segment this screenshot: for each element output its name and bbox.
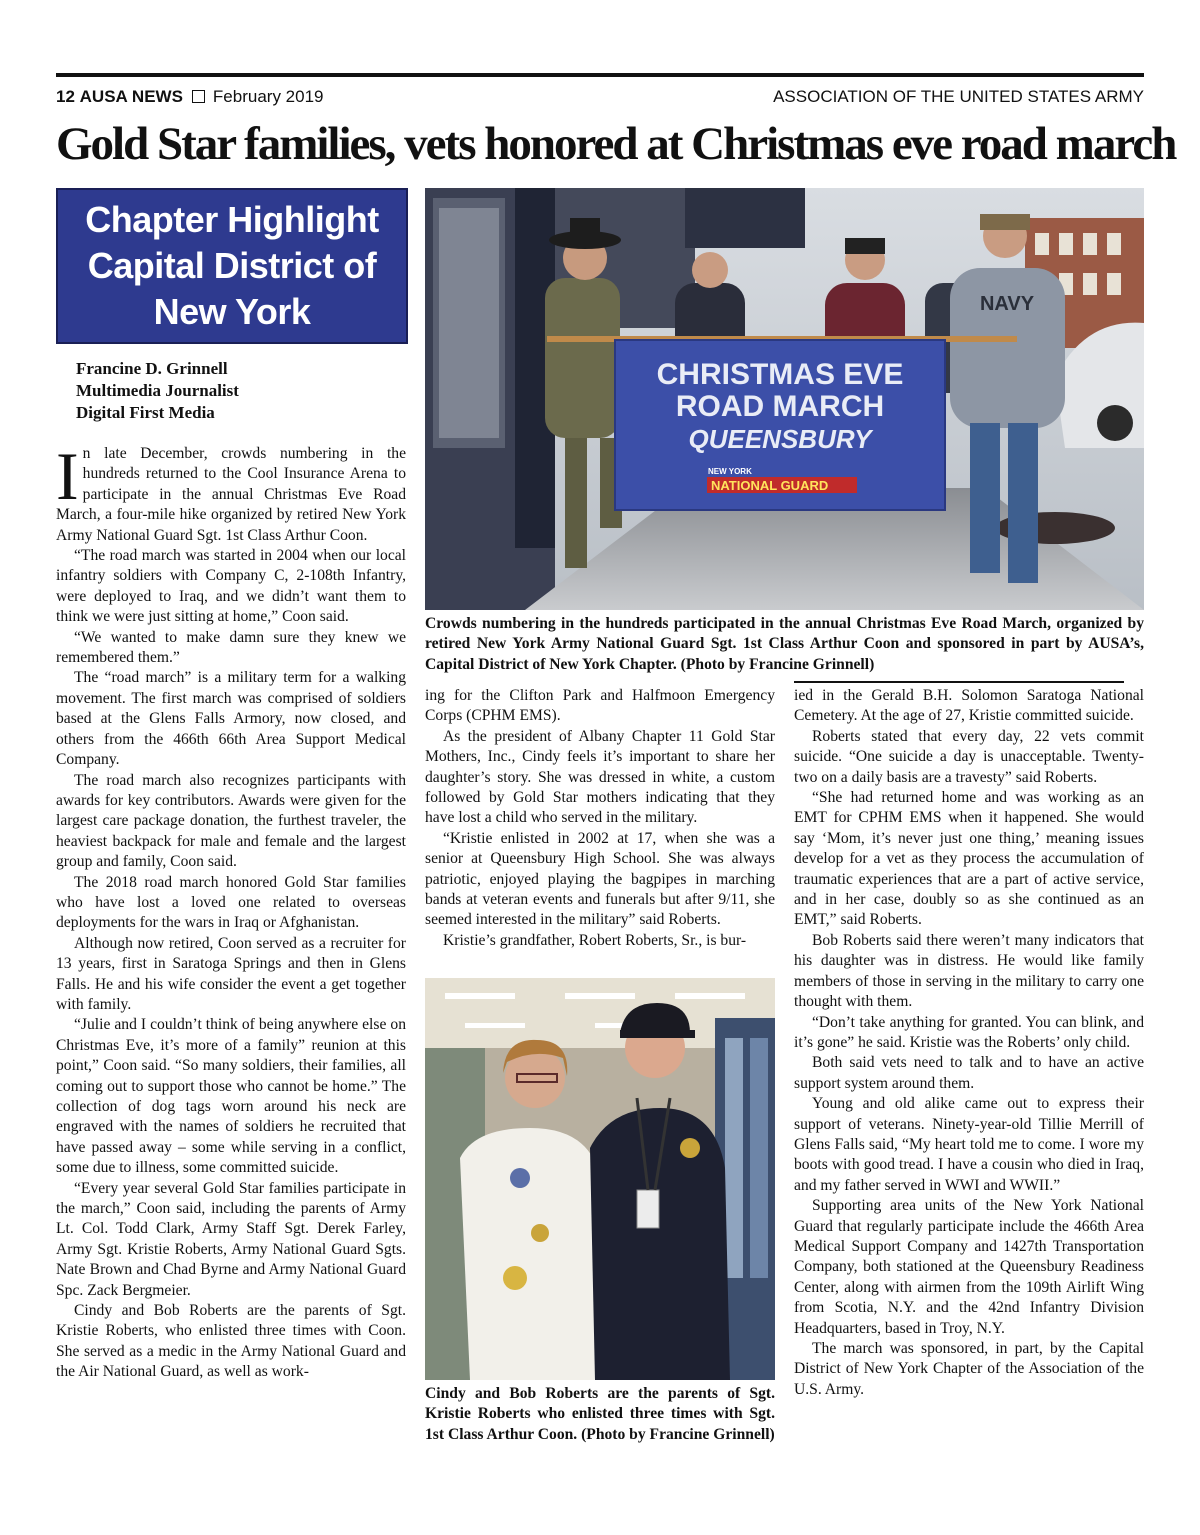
article-paragraph: Supporting area units of the New York National Guard that regularly participate include the 466th Area Medical Support Company and 1427th Transportation Company, both stationed at the Queensbury Readiness Center, along with airmen from the 109th Airlift Wing from Scotia, N.Y. and the 42nd Infantry Division Headquarters, based in Troy, N.Y. [794, 1197, 1144, 1337]
article-column-1 [56, 438, 406, 1383]
article-paragraph: The “road march” is a military term for a walking movement. The first march was comprised of soldiers based at the Glens Falls Armory, now closed, and others from the 466th 66th Area Support Medical Company. [56, 669, 406, 769]
article-paragraph: The road march also recognizes participants with awards for key contributors. Awards were given for the largest care package donation, the furthest traveler, the heaviest backpack for male and female and the largest group and family, Coon said. [56, 771, 406, 871]
article-paragraph: Cindy and Bob Roberts are the parents of Sgt. Kristie Roberts, who enlisted three times with Coon. She served as a medic in the Army National Guard and the Air National Guard, as well as work- [56, 1302, 406, 1381]
roberts-couple-photo [425, 978, 775, 1380]
national-guard-logo: NATIONAL GUARD [711, 478, 829, 493]
article-paragraph [56, 438, 406, 546]
paragraph-text: n late December, crowds numbering in the hundreds returned to the Cool Insurance Arena to participate in the annual Christmas Eve Road March, a four-mile hike organized by retired New York Army National Guard Sgt. 1st Class Arthur Coon. [56, 445, 406, 544]
issue-date: February 2019 [212, 87, 324, 106]
article-paragraph: Young and old alike came out to express their support of veterans. Ninety-year-old Tillie Merrill of Glens Falls said, “My heart told me to come. I wore my boots with good tread. I have a cousin who died in Iraq, and my father served in WWI and WWII.” [794, 1095, 1144, 1194]
banner-small-text: NEW YORK [708, 467, 752, 476]
article-paragraph: Kristie’s grandfather, Robert Roberts, Sr., is bur- [443, 931, 747, 949]
article-paragraph: The march was sponsored, in part, by the Capital District of New York Chapter of the Association of the U.S. Army. [794, 1340, 1144, 1398]
navy-shirt-text: NAVY [979, 293, 1035, 315]
article-paragraph: “The road march was started in 2004 when our local infantry soldiers with Company C, 2-108th Infantry, were deployed to Iraq, and we didn’t want them to think we were just sitting at home,” Coon said. [56, 547, 406, 626]
article-paragraph: ied in the Gerald B.H. Solomon Saratoga National Cemetery. At the age of 27, Kristie committed suicide. [794, 687, 1144, 725]
banner-line3: QUEENSBURY [688, 424, 872, 454]
chapter-highlight-line3: New York [153, 291, 311, 332]
article-paragraph: “We wanted to make damn sure they knew we remembered them.” [56, 628, 406, 667]
banner-line1: CHRISTMAS EVE [656, 358, 904, 391]
chapter-highlight-box [56, 188, 408, 344]
square-icon [192, 90, 205, 103]
author-title: Multimedia Journalist [76, 381, 239, 400]
author-outlet: Digital First Media [76, 403, 215, 422]
article-paragraph: Bob Roberts said there weren’t many indicators that his daughter was in distress. He would like family members of those in serving in the military to carry one thought with them. [794, 931, 1144, 1011]
publication-name: AUSA NEWS [79, 87, 183, 106]
photo1-caption: Crowds numbering in the hundreds participated in the annual Christmas Eve Road March, organized by retired New York Army National Guard Sgt. 1st Class Arthur Coon and sponsored in part by AUSA’s, Capital District of New York Chapter. (Photo by Francine Grinnell) [425, 615, 1144, 673]
organization-name: ASSOCIATION OF THE UNITED STATES ARMY [773, 87, 1144, 106]
caption-rule [794, 681, 1124, 683]
article-paragraph: Both said vets need to talk and to have an active support system around them. [794, 1054, 1144, 1092]
chapter-highlight-line2: Capital District of [87, 245, 377, 286]
article-paragraph: “She had returned home and was working as an EMT for CPHM EMS when it happened. She would say ‘Mom, it’s never just one thing,’ meaning issues develop for a vet as they process the accumulation of traumatic experiences that are a part of active service, and in her case, doubly so as she continued as an EMT,” said Roberts. [794, 789, 1144, 929]
road-march-photo [425, 188, 1144, 610]
banner-line2: ROAD MARCH [675, 390, 885, 423]
article-paragraph: “Julie and I couldn’t think of being anywhere else on Christmas Eve, it’s more of a family” reunion at this point,” Coon said. “So many soldiers, their families, all coming out to support those who cannot be home.” The collection of dog tags worn around his neck are engraved with the names of soldiers he recruited that have passed away – some while serving in a conflict, some due to illness, some committed suicide. [56, 1016, 406, 1177]
article-paragraph: As the president of Albany Chapter 11 Gold Star Mothers, Inc., Cindy feels it’s important to share her daughter’s story. She was dressed in white, a custom followed by Gold Star mothers indicating that they have lost a child who served in the military. [425, 727, 775, 827]
byline [76, 358, 239, 424]
article-paragraph: “Kristie enlisted in 2002 at 17, when she was a senior at Queensbury High School. She was always patriotic, enjoyed playing the bagpipes in marching bands at veteran events and funerals but after 9/11, she seemed interested in the military” said Roberts. [425, 829, 775, 929]
headline: Gold Star families, vets honored at Christmas eve road march [56, 118, 1176, 170]
author-name: Francine D. Grinnell [76, 359, 228, 378]
article-paragraph: Although now retired, Coon served as a recruiter for 13 years, first in Saratoga Springs and then in Glens Falls. He and his wife consider the event a get together with family. [56, 934, 406, 1013]
photo2-caption: Cindy and Bob Roberts are the parents of Sgt. Kristie Roberts who enlisted three times with Sgt. 1st Class Arthur Coon. (Photo by Francine Grinnell) [425, 1385, 775, 1443]
page-number: 12 [56, 87, 75, 106]
article-paragraph: “Every year several Gold Star families participate in the march,” Coon said, including the parents of Army Lt. Col. Todd Clark, Army Staff Sgt. Derek Farley, Army Sgt. Kristie Roberts, Army National Guard Sgts. Nate Brown and Chad Byrne and Army National Guard Spc. Zack Bergmeier. [56, 1179, 406, 1299]
article-column-3 [794, 686, 1144, 1400]
article-paragraph: Roberts stated that every day, 22 vets commit suicide. “One suicide a day is unacceptable. Twenty-two on a daily basis are a travesty” said Roberts. [794, 727, 1144, 786]
page-header-left [56, 86, 324, 108]
article-paragraph: “Don’t take anything for granted. You can blink, and it’s gone” he said. Kristie was the Roberts’ only child. [794, 1013, 1144, 1051]
header-rule [56, 73, 1144, 77]
drop-cap: I [56, 438, 79, 514]
article-column-2 [425, 686, 775, 951]
article-paragraph: The 2018 road march honored Gold Star families who have lost a loved one related to overseas deployments for the wars in Iraq or Afghanistan. [56, 873, 406, 932]
article-paragraph: ing for the Clifton Park and Halfmoon Emergency Corps (CPHM EMS). [425, 687, 775, 725]
chapter-highlight-line1: Chapter Highlight [85, 199, 379, 240]
